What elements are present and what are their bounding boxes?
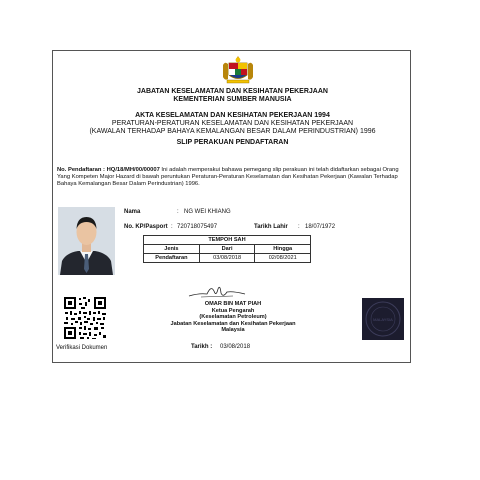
registration-text: Ini adalah memperakui bahawa pemegang slip perakuan ini telah didaftarkan sebagai Orang Yang Kompeten Major Hazard di bawah peruntukan Peraturan-Peraturan Keselamatan dan Kesihatan Pekerjaan (Kawalan Terhadap Bahaya Kemalangan Besar Dalam Perindustrian) 1996. bbox=[57, 167, 399, 187]
regulation-line-1: PERATURAN-PERATURAN KESELAMATAN DAN KESIHATAN PEKERJAAN bbox=[111, 120, 354, 127]
validity-header-row bbox=[144, 245, 311, 254]
validity-type: Pendaftaran bbox=[144, 254, 200, 263]
official-seal-icon bbox=[362, 298, 404, 340]
date-of-birth: 18/07/1972 bbox=[305, 224, 336, 230]
signatory-department: Jabatan Keselamatan dan Kesihatan Pekerjaan bbox=[170, 320, 296, 327]
validity-from-date: 03/08/2018 bbox=[199, 254, 255, 263]
ministry-name: KEMENTERIAN SUMBER MANUSIA bbox=[173, 96, 292, 103]
qr-code-icon bbox=[63, 296, 107, 340]
holder-name: NG WEI KHIANG bbox=[184, 209, 231, 215]
name-label: Nama bbox=[124, 209, 141, 215]
signatory-country: Malaysia bbox=[221, 327, 245, 333]
registration-statement bbox=[57, 167, 409, 188]
registration-label: No. Pendaftaran : bbox=[57, 167, 105, 173]
kp-label: No. KP/Pasport bbox=[124, 224, 168, 230]
validity-to-date: 02/08/2021 bbox=[255, 254, 311, 263]
regulation-line-2: (KAWALAN TERHADAP BAHAYA KEMALANGAN BESAR DALAM PERINDUSTRIAN) 1996 bbox=[89, 128, 376, 135]
registration-number: HQ/18/MH/00/00007 bbox=[106, 167, 160, 173]
signature-icon bbox=[187, 283, 247, 301]
registration-slip bbox=[52, 50, 411, 363]
validity-table bbox=[143, 235, 311, 263]
malaysia-coat-of-arms-icon bbox=[219, 55, 257, 85]
validity-data-row bbox=[144, 254, 311, 263]
signatory-name: OMAR BIN MAT PIAH bbox=[204, 301, 262, 307]
kp-number: 720718075497 bbox=[177, 224, 218, 230]
validity-title-row bbox=[144, 236, 311, 245]
dob-separator: : bbox=[298, 224, 300, 230]
col-header-type: Jenis bbox=[144, 245, 200, 254]
holder-photo bbox=[58, 207, 115, 275]
col-header-from: Dari bbox=[199, 245, 255, 254]
seal-text: MALAYSIA bbox=[373, 317, 393, 322]
issue-date: 03/08/2018 bbox=[220, 344, 251, 350]
act-title: AKTA KESELAMATAN DAN KESIHATAN PEKERJAAN 1994 bbox=[135, 112, 330, 119]
date-label: Tarikh : bbox=[191, 344, 213, 350]
validity-title: TEMPOH SAH bbox=[144, 236, 311, 245]
name-separator: : bbox=[177, 209, 179, 215]
qr-caption: Verifikasi Dokumen bbox=[56, 345, 108, 351]
signatory-section: (Keselamatan Petroleum) bbox=[199, 314, 267, 320]
slip-title: SLIP PERAKUAN PENDAFTARAN bbox=[176, 139, 289, 146]
dob-label: Tarikh Lahir bbox=[254, 224, 288, 230]
kp-separator: : bbox=[171, 224, 173, 230]
col-header-to: Hingga bbox=[255, 245, 311, 254]
department-name: JABATAN KESELAMATAN DAN KESIHATAN PEKERJAAN bbox=[137, 88, 328, 95]
signatory-title: Ketua Pengarah bbox=[211, 307, 255, 314]
